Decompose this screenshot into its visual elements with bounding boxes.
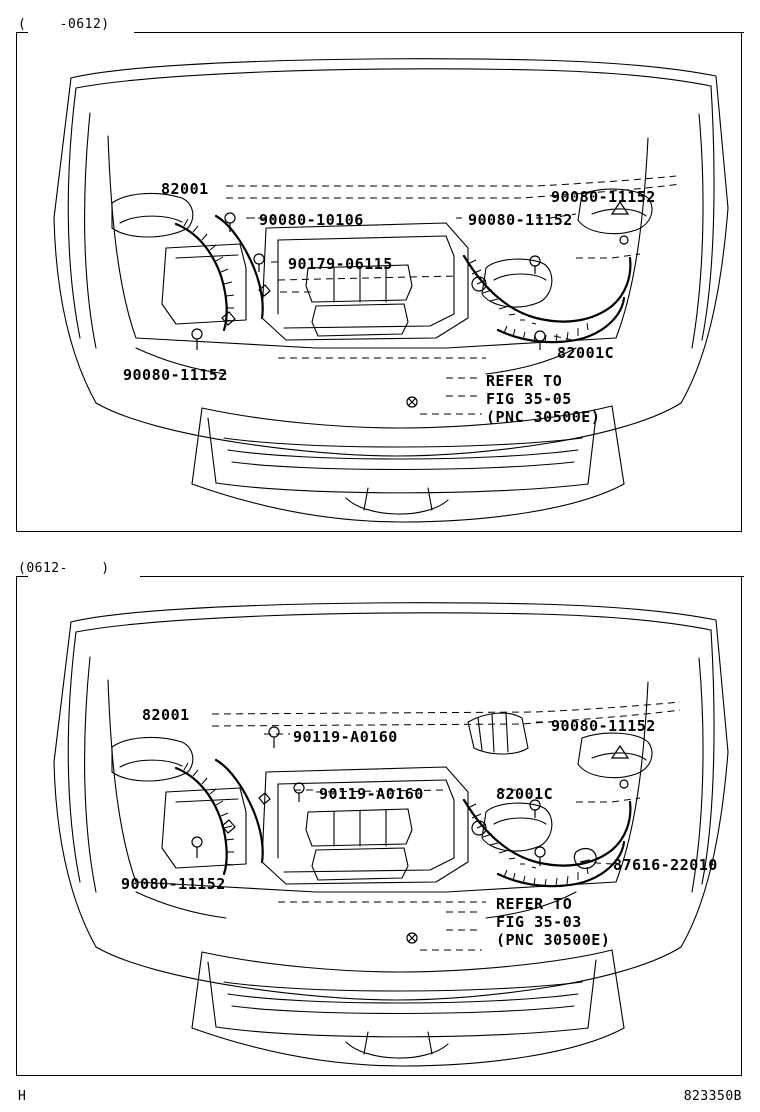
label-82001-bottom: 82001 xyxy=(142,706,190,724)
diagram-panel-top xyxy=(16,18,744,548)
label-fig-35-03: FIG 35-03 xyxy=(496,913,582,931)
label-87616-22010: 87616-22010 xyxy=(613,856,718,874)
label-fig-35-05: FIG 35-05 xyxy=(486,390,572,408)
label-90080-10106: 90080-10106 xyxy=(259,211,364,229)
engine-bay-drawing-bottom xyxy=(16,562,744,1092)
diagram-panel-bottom xyxy=(16,562,744,1090)
panel-bottom-range-label: (0612- ) xyxy=(18,561,110,576)
label-82001: 82001 xyxy=(161,180,209,198)
label-90119-a0160-lower: 90119-A0160 xyxy=(319,785,424,803)
label-90080-11152-left: 90080-11152 xyxy=(123,366,228,384)
label-90080-11152-right-bottom: 90080-11152 xyxy=(551,717,656,735)
label-90080-11152-right-upper: 90080-11152 xyxy=(551,188,656,206)
label-90119-a0160-upper: 90119-A0160 xyxy=(293,728,398,746)
label-pnc-30500e: (PNC 30500E) xyxy=(486,408,601,426)
label-pnc-30500e-bottom: (PNC 30500E) xyxy=(496,931,611,949)
engine-bay-drawing-top xyxy=(16,18,744,548)
label-refer-to-bottom: REFER TO xyxy=(496,895,573,913)
label-82001c: 82001C xyxy=(557,344,615,362)
label-90080-11152-left-bottom: 90080-11152 xyxy=(121,875,226,893)
label-90179-06115: 90179-06115 xyxy=(288,255,393,273)
label-82001c-bottom: 82001C xyxy=(496,785,554,803)
panel-top-range-label: ( -0612) xyxy=(18,17,110,32)
footer-figure-code: 823350B xyxy=(683,1089,742,1104)
label-90080-11152-right-lower: 90080-11152 xyxy=(468,211,573,229)
label-refer-to: REFER TO xyxy=(486,372,563,390)
footer-page-code: H xyxy=(18,1089,26,1104)
